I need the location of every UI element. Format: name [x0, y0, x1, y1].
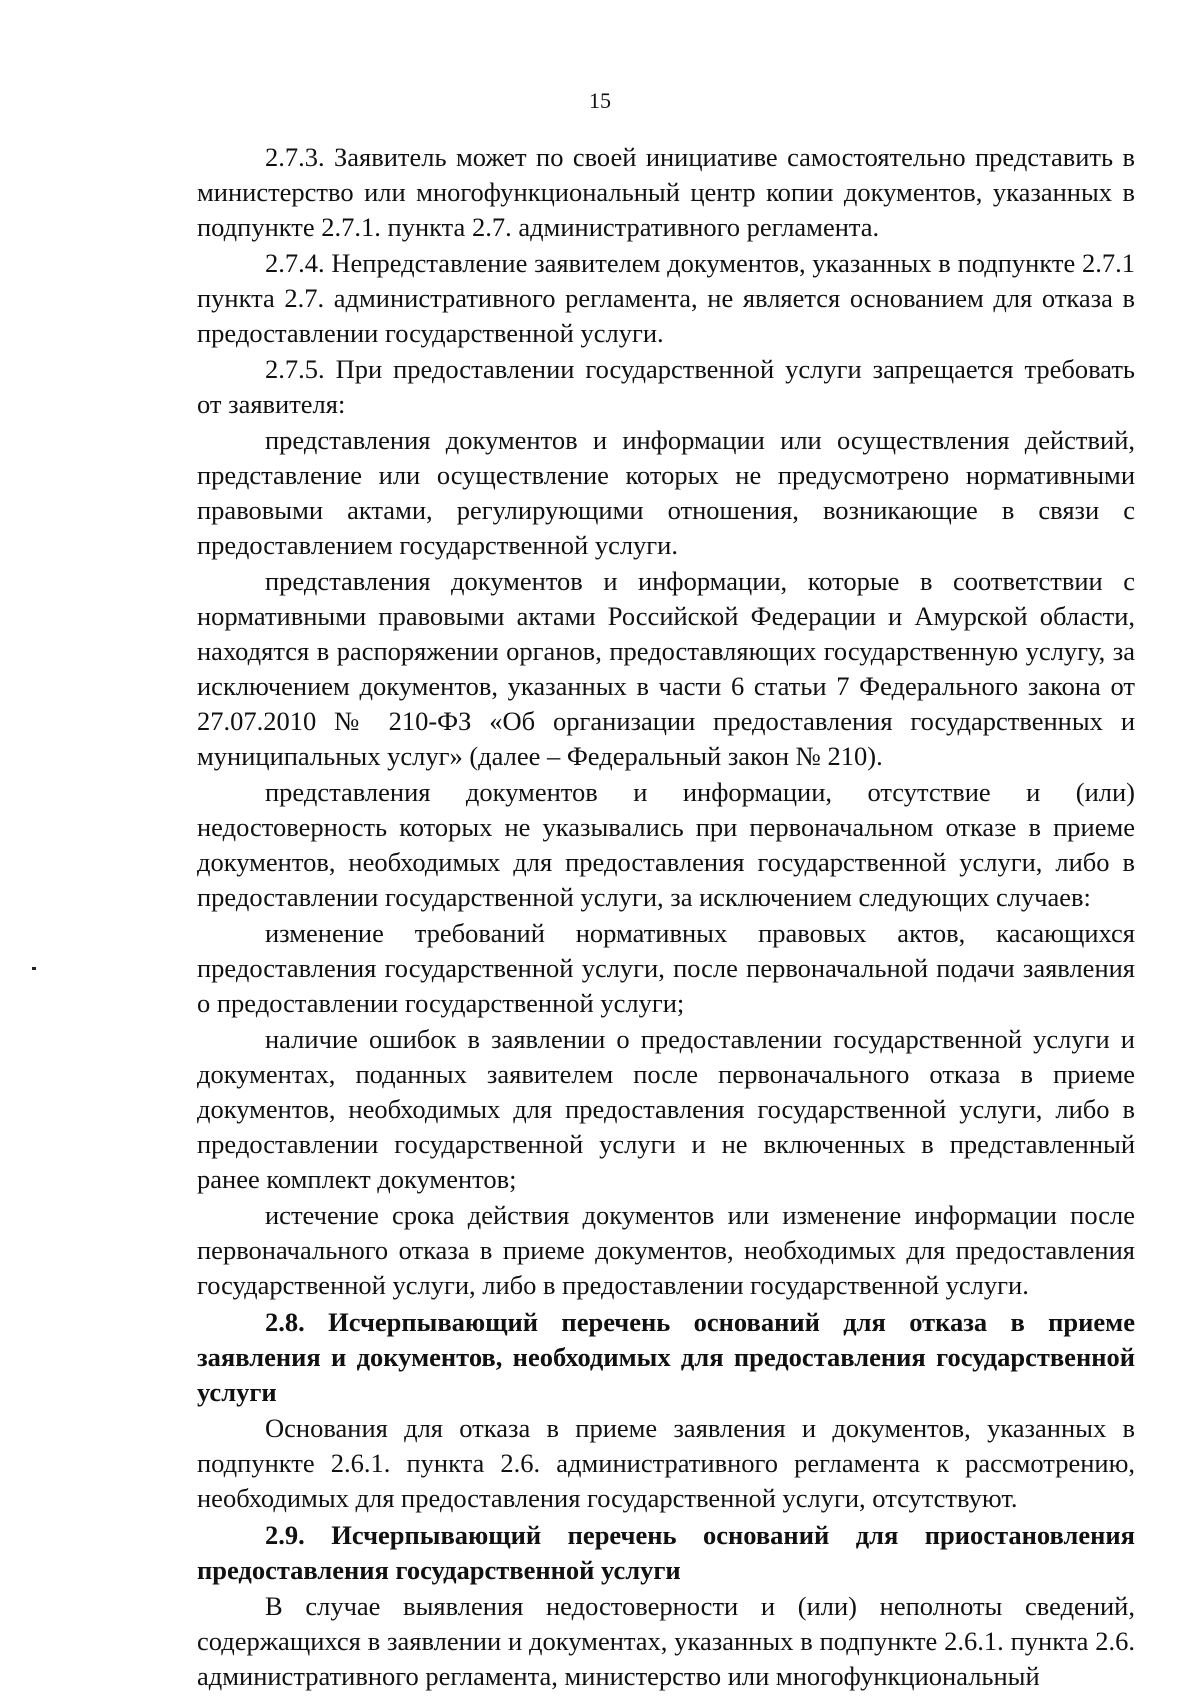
paragraph-2-9-body: В случае выявления недостоверности и (или) неполноты сведений, содержащихся в заявлении и документах, указанных в подпункте 2.6.1. пункта 2.6. административного регламента, министерство или многофункциональный	[197, 1591, 1135, 1691]
section-heading-2-8: 2.8. Исчерпывающий перечень оснований для отказа в приеме заявления и документов, необходимых для предоставления государственной услуги	[197, 1307, 1135, 1407]
paragraph-item: представления документов и информации или осуществления действий, представление или осуществление которых не предусмотрено нормативными правовыми актами, регулирующими отношения, возникающие в связи с предоставлением государственной услуги.	[197, 425, 1135, 560]
document-body	[197, 140, 1135, 1695]
paragraph-2-7-4: 2.7.4. Непредставление заявителем документов, указанных в подпункте 2.7.1 пункта 2.7. административного регламента, не является основанием для отказа в предоставлении государственной услуги.	[197, 248, 1135, 348]
page-number: 15	[589, 88, 611, 113]
paragraph-2-7-5: 2.7.5. При предоставлении государственной услуги запрещается требовать от заявителя:	[197, 354, 1135, 419]
section-heading-2-9: 2.9. Исчерпывающий перечень оснований для приостановления предоставления государственной услуги	[197, 1520, 1135, 1585]
paragraph-item: представления документов и информации, отсутствие и (или) недостоверность которых не указывались при первоначальном отказе в приеме документов, необходимых для предоставления государственной услуги, либо в предоставлении государственной услуги, за исключением следующих случаев:	[197, 777, 1135, 912]
paragraph-item: представления документов и информации, которые в соответствии с нормативными правовыми актами Российской Федерации и Амурской области, находятся в распоряжении органов, предоставляющих государственную услугу, за исключением документов, указанных в части 6 статьи 7 Федерального закона от 27.07.2010 № 210-ФЗ «Об организации предоставления государственных и муниципальных услуг» (далее – Федеральный закон № 210).	[197, 566, 1135, 771]
paragraph-subitem: наличие ошибок в заявлении о предоставлении государственной услуги и документах, поданных заявителем после первоначального отказа в приеме документов, необходимых для предоставления государственной услуги, либо в предоставлении государственной услуги и не включенных в представленный ранее комплект документов;	[197, 1024, 1135, 1194]
paragraph-subitem: изменение требований нормативных правовых актов, касающихся предоставления государственной услуги, после первоначальной подачи заявления о предоставлении государственной услуги;	[197, 918, 1135, 1018]
paragraph-2-8-body: Основания для отказа в приеме заявления и документов, указанных в подпункте 2.6.1. пункта 2.6. административного регламента к рассмотрению, необходимых для предоставления государственной услуги, отсутствуют.	[197, 1413, 1135, 1513]
paragraph-2-7-3: 2.7.3. Заявитель может по своей инициативе самостоятельно представить в министерство или многофункциональный центр копии документов, указанных в подпункте 2.7.1. пункта 2.7. административного регламента.	[197, 142, 1135, 242]
paragraph-subitem: истечение срока действия документов или изменение информации после первоначального отказа в приеме документов, необходимых для предоставления государственной услуги, либо в предоставлении государственной услуги.	[197, 1200, 1135, 1300]
margin-mark	[32, 967, 36, 970]
